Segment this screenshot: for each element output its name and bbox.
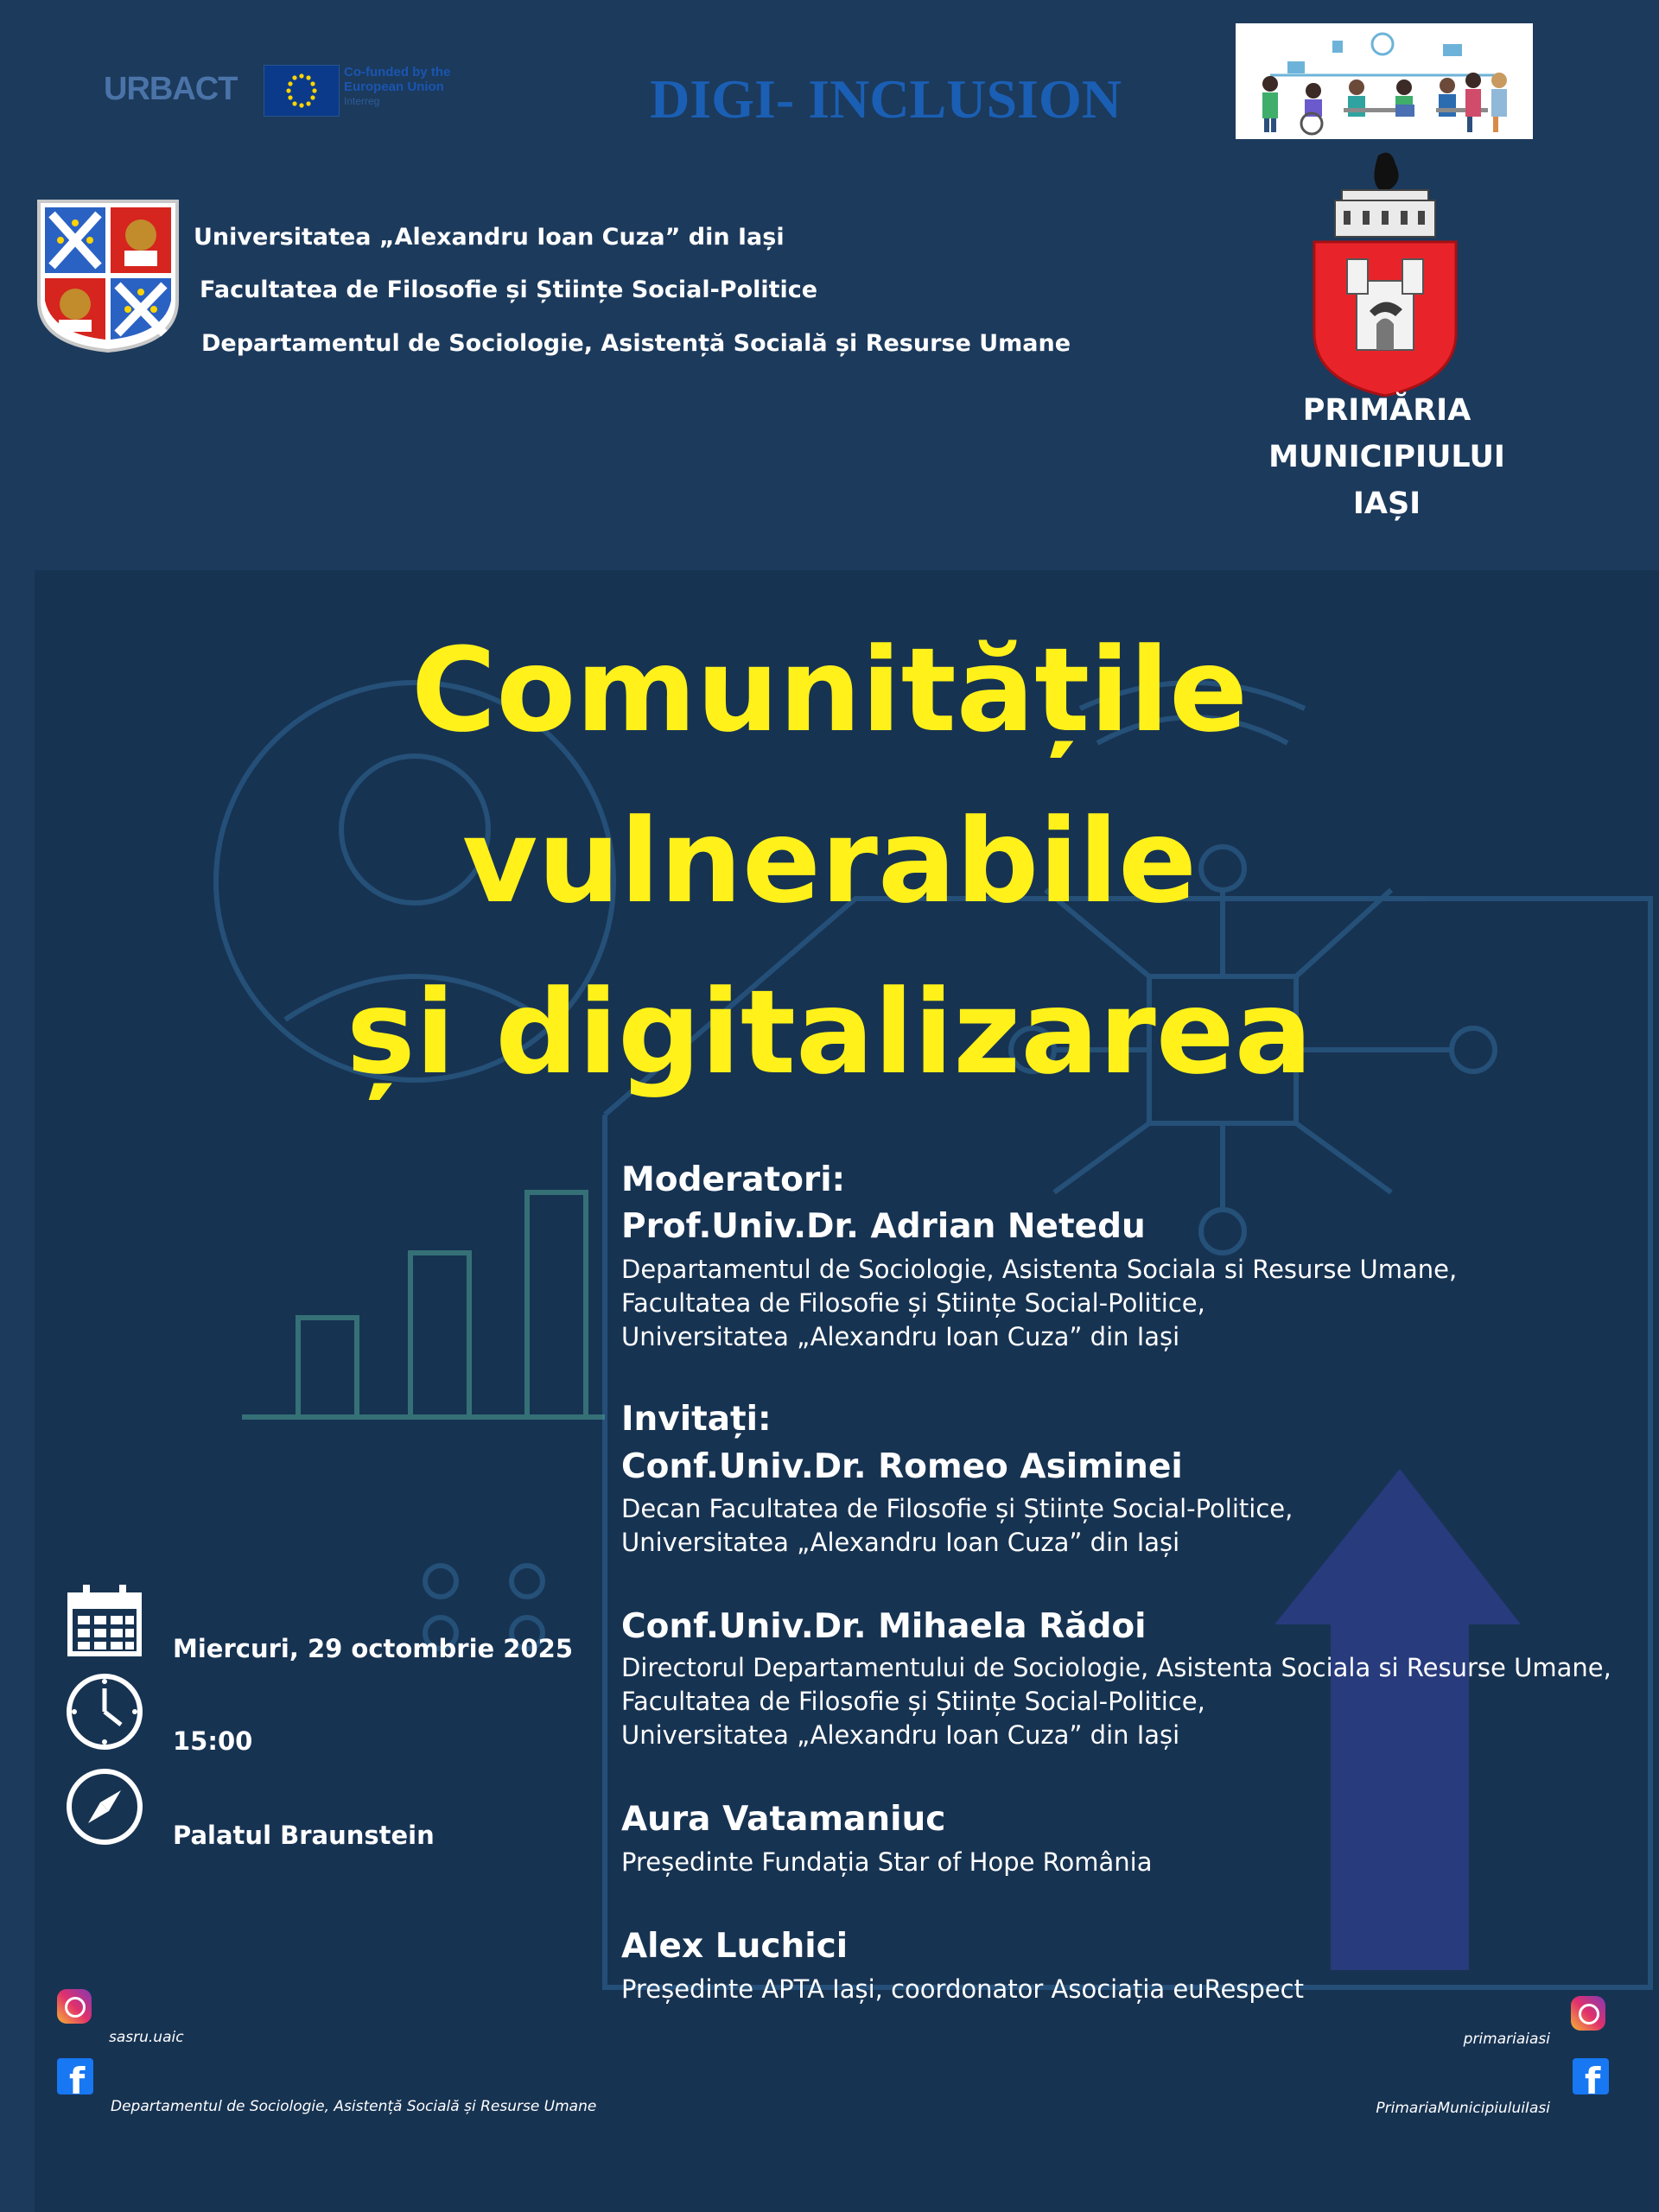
facebook-page-right[interactable]: PrimariaMunicipiuluiIasi bbox=[1376, 2100, 1550, 2117]
event-location: Palatul Braunstein bbox=[173, 1821, 435, 1850]
iasi-crest-icon bbox=[1309, 147, 1460, 397]
city-hall-line2: IAȘI bbox=[1352, 486, 1421, 521]
eu-cofunded-text: Co-funded by the European Union bbox=[344, 65, 451, 94]
faculty-name: Facultatea de Filosofie și Științe Social-Politice bbox=[200, 276, 818, 303]
compass-icon bbox=[64, 1766, 145, 1847]
city-hall-label bbox=[1192, 387, 1581, 527]
uaic-crest-icon bbox=[35, 197, 181, 354]
affiliation-line: Facultatea de Filosofie și Științe Social-Politice, bbox=[621, 1288, 1205, 1318]
facebook-icon[interactable]: f bbox=[1573, 2058, 1609, 2094]
project-name: DIGI- INCLUSION bbox=[650, 68, 1122, 130]
affiliation-line: Facultatea de Filosofie și Științe Social-Politice, bbox=[621, 1687, 1205, 1716]
guest-affiliation bbox=[621, 1651, 1611, 1752]
guest-name: Aura Vatamaniuc bbox=[621, 1800, 946, 1839]
instagram-icon[interactable] bbox=[1571, 1996, 1605, 2031]
moderator-name: Prof.Univ.Dr. Adrian Netedu bbox=[621, 1207, 1146, 1246]
instagram-icon[interactable] bbox=[57, 1989, 92, 2024]
affiliation-line: Universitatea „Alexandru Ioan Cuza” din Iași bbox=[621, 1528, 1180, 1557]
eu-cofunded-label bbox=[344, 65, 499, 109]
event-title-line2: și digitalizarea bbox=[346, 965, 1313, 1100]
eu-flag-icon bbox=[264, 65, 340, 117]
facebook-icon[interactable]: f bbox=[57, 2058, 93, 2094]
university-name: Universitatea „Alexandru Ioan Cuza” din Iași bbox=[194, 224, 785, 251]
moderator-affiliation bbox=[621, 1253, 1457, 1354]
guest-affiliation bbox=[621, 1973, 1304, 2006]
affiliation-line: Directorul Departamentului de Sociologie, Asistenta Sociala si Resurse Umane, bbox=[621, 1653, 1611, 1682]
affiliation-line: Universitatea „Alexandru Ioan Cuza” din Iași bbox=[621, 1322, 1180, 1351]
guest-name: Alex Luchici bbox=[621, 1927, 849, 1966]
moderators-heading: Moderatori: bbox=[621, 1160, 846, 1199]
department-name: Departamentul de Sociologie, Asistență Socială și Resurse Umane bbox=[201, 330, 1071, 357]
instagram-handle-right[interactable]: primariaiasi bbox=[1463, 2031, 1550, 2048]
guest-affiliation bbox=[621, 1846, 1152, 1879]
people-illustration bbox=[1236, 23, 1533, 139]
city-hall-line1: PRIMĂRIA MUNICIPIULUI bbox=[1268, 393, 1505, 474]
guest-name: Conf.Univ.Dr. Romeo Asiminei bbox=[621, 1447, 1183, 1486]
event-title-line1: Comunitățile vulnerabile bbox=[410, 623, 1249, 929]
instagram-handle-left[interactable]: sasru.uaic bbox=[109, 2029, 184, 2046]
urbact-logo: URBACT bbox=[104, 71, 238, 107]
affiliation-line: Președinte APTA Iași, coordonator Asociația euRespect bbox=[621, 1974, 1304, 2004]
facebook-page-left[interactable]: Departamentul de Sociologie, Asistență Socială și Resurse Umane bbox=[111, 2098, 597, 2115]
guests-heading: Invitați: bbox=[621, 1400, 772, 1439]
guest-affiliation bbox=[621, 1492, 1293, 1560]
affiliation-line: Departamentul de Sociologie, Asistenta Sociala si Resurse Umane, bbox=[621, 1255, 1458, 1284]
event-time: 15:00 bbox=[173, 1726, 253, 1756]
calendar-icon bbox=[67, 1583, 142, 1657]
affiliation-line: Președinte Fundația Star of Hope România bbox=[621, 1847, 1153, 1877]
guest-name: Conf.Univ.Dr. Mihaela Rădoi bbox=[621, 1607, 1147, 1646]
event-date: Miercuri, 29 octombrie 2025 bbox=[173, 1634, 574, 1663]
event-title bbox=[52, 605, 1607, 1118]
affiliation-line: Decan Facultatea de Filosofie și Științe Social-Politice, bbox=[621, 1494, 1294, 1523]
affiliation-line: Universitatea „Alexandru Ioan Cuza” din Iași bbox=[621, 1720, 1180, 1750]
eu-interreg-text: Interreg bbox=[344, 95, 380, 107]
clock-icon bbox=[64, 1671, 145, 1752]
